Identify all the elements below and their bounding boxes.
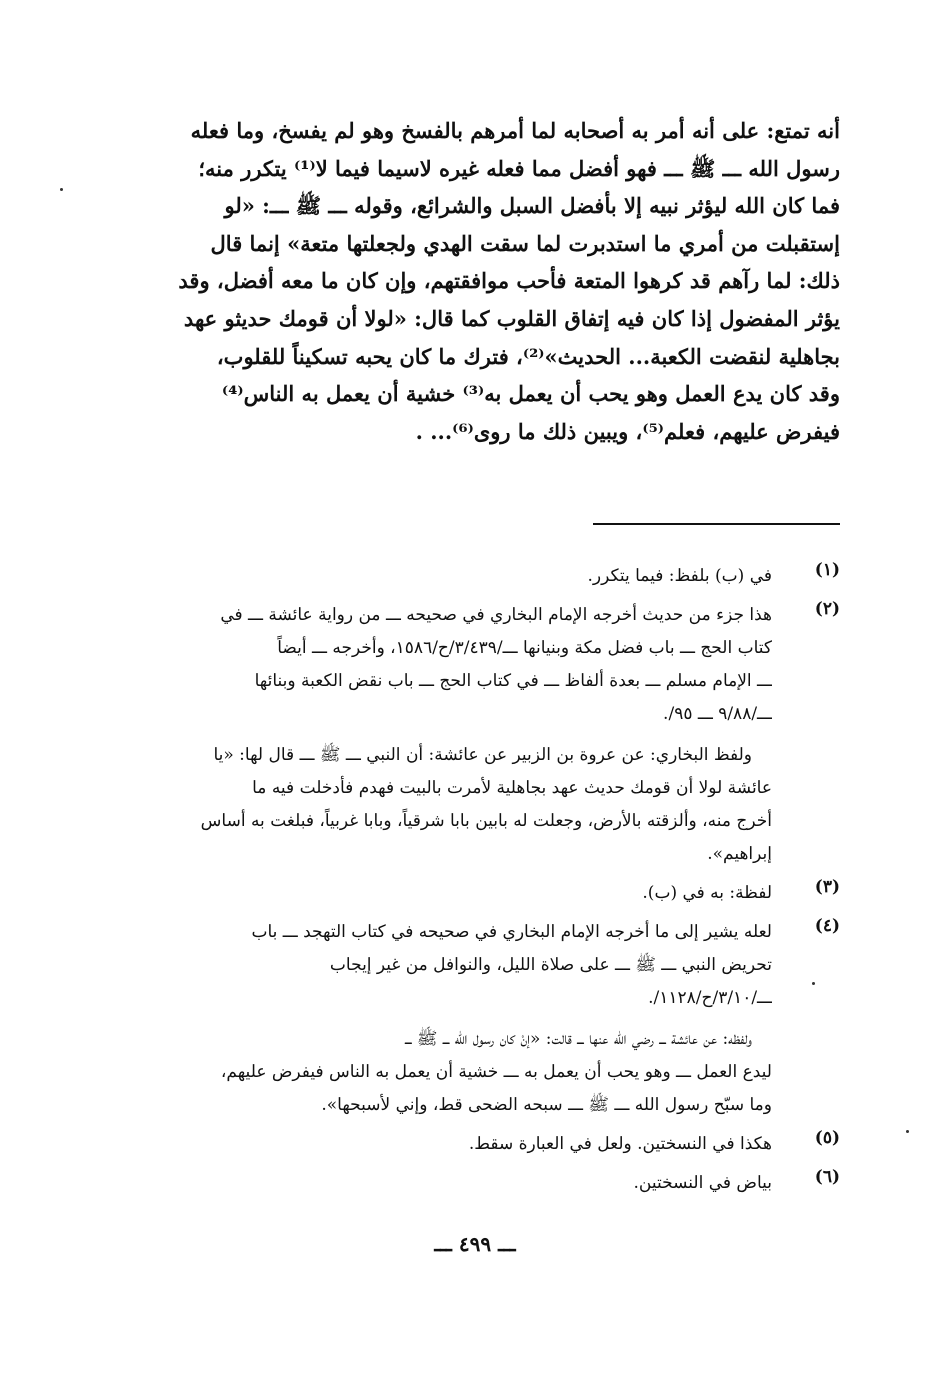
footnote-line: وما سبّح رسول الله ـــ ﷺ ـــ سبحه الضحى قط، وإني لأسبحها». xyxy=(321,1095,772,1115)
footnote-item xyxy=(160,1128,840,1161)
footnote-line: لعله يشير إلى ما أخرجه الإمام البخاري في صحيحه في كتاب التهجد ـــ باب xyxy=(251,922,772,942)
footnote-line: ـــ/٩/٨٨ ـــ ٩٥/. xyxy=(663,704,772,724)
footnote-body xyxy=(160,560,772,593)
footnote-line: هكذا في النسختين. ولعل في العبارة سقط. xyxy=(468,1134,772,1154)
footnote-line: لفظة: به في (ب). xyxy=(642,883,772,903)
footnote-line: عائشة لولا أن قومك حديث عهد بجاهلية لأمرت بالبيت فهدم فأدخلت فيه ما xyxy=(252,778,772,798)
main-text-line: فما كان الله ليؤثر نبيه إلا بأفضل السبل والشرائع، وقوله ـــ ﷺ ـــ: «لو xyxy=(224,193,840,219)
page-number: ـــ ٤٩٩ ـــ xyxy=(434,1232,516,1256)
footnote-paragraph xyxy=(160,877,772,910)
main-text-line: بجاهلية لنقضت الكعبة... الحديث»⁽²⁾، فترك ما كان يحبه تسكيناً للقلوب، xyxy=(216,343,840,369)
footnote-line: أخرج منه، وألزقته بالأرض، وجعلت له بابين بابا شرقياً، وبابا غربياً، فبلغت به أساس xyxy=(200,811,772,831)
footnote-body xyxy=(160,916,772,1122)
footnote-line: بياض في النسختين. xyxy=(633,1173,772,1193)
main-text-line: ذلك: لما رآهم قد كرهوا المتعة فأحب موافقتهم، وإن كان ما معه أفضل، وقد xyxy=(178,268,840,294)
main-text-line: يؤثر المفضول إذا كان فيه إتفاق القلوب كما قال: «لولا أن قومك حديثو عهد xyxy=(183,305,840,331)
footnote-body xyxy=(160,877,772,910)
footnote-item xyxy=(160,560,840,593)
footnote-line: في (ب) بلفظ: فيما يتكرر. xyxy=(587,566,772,586)
scan-speck xyxy=(812,982,815,985)
footnote-paragraph xyxy=(160,1128,772,1161)
footnote-number: (٤) xyxy=(814,916,840,936)
footnote-line: ـــ/٣/١٠/ح/١١٢٨/. xyxy=(648,988,772,1008)
footnote-paragraph xyxy=(160,739,772,871)
main-text-line: إستقبلت من أمري ما استدبرت لما سقت الهدي ولجعلتها متعة» إنما قال xyxy=(210,230,840,256)
footnote-line: هذا جزء من حديث أخرجه الإمام البخاري في صحيحه ـــ من رواية عائشة ـــ في xyxy=(220,605,772,625)
main-text-line: رسول الله ـــ ﷺ ـــ فهو أفضل مما فعله غيره لاسيما فيما لا⁽¹⁾ يتكرر منه؛ xyxy=(198,155,840,181)
main-text-line: فيفرض عليهم، فعلم⁽⁵⁾، ويبين ذلك ما روى⁽⁶⁾... . xyxy=(415,418,840,444)
footnote-paragraph xyxy=(160,1167,772,1200)
footnote-line: تحريض النبي ـــ ﷺ ـــ على صلاة الليل، والنوافل من غير إيجاب xyxy=(329,955,772,975)
footnote-line: ليدع العمل ـــ وهو يحب أن يعمل به ـــ خشية أن يعمل به الناس فيفرض عليهم، xyxy=(220,1062,772,1082)
footnote-number: (١) xyxy=(814,560,840,580)
footnote-paragraph xyxy=(160,1023,772,1122)
footnote-paragraph xyxy=(160,916,772,1015)
main-text-line: أنه تمتع: على أنه أمر به أصحابه لما أمرهم بالفسخ وهو لم يفسخ، وما فعله xyxy=(190,118,840,143)
footnotes-section xyxy=(160,560,840,1200)
footnote-item xyxy=(160,877,840,910)
main-text-block xyxy=(160,112,840,450)
footnote-line: كتاب الحج ـــ باب فضل مكة وبنيانها ـــ/٣/٤٣٩/ح/١٥٨٦، وأخرجه ـــ أيضاً xyxy=(277,638,772,658)
scan-speck xyxy=(906,1130,909,1133)
footnote-paragraph xyxy=(160,560,772,593)
footnote-line: ولفظه: عن عائشة ـــ رضي الله عنها ـــ قالت: «إنْ كان رسول الله ـــ ﷺ ـــ xyxy=(405,1029,752,1049)
footnote-line: إبراهيم». xyxy=(707,844,772,864)
scan-speck xyxy=(60,188,63,191)
footnote-item xyxy=(160,599,840,871)
footnote-item xyxy=(160,1167,840,1200)
footnote-line: ولفظ البخاري: عن عروة بن الزبير عن عائشة: أن النبي ـــ ﷺ ـــ قال لها: «يا xyxy=(213,745,752,765)
footnote-body xyxy=(160,1128,772,1161)
footnote-number: (٢) xyxy=(814,599,840,619)
footnote-body xyxy=(160,599,772,871)
main-text-line: وقد كان يدع العمل وهو يحب أن يعمل به⁽³⁾ خشية أن يعمل به الناس⁽⁴⁾ xyxy=(221,381,840,407)
footnote-number: (٦) xyxy=(814,1167,840,1187)
footnote-item xyxy=(160,916,840,1122)
footnote-separator xyxy=(593,523,840,525)
footnote-line: ـــ الإمام مسلم ـــ بعدة ألفاظ ـــ في كتاب الحج ـــ باب نقض الكعبة وبنائها xyxy=(254,671,772,691)
footnote-number: (٥) xyxy=(814,1128,840,1148)
footnote-paragraph xyxy=(160,599,772,731)
footnote-number: (٣) xyxy=(814,877,840,897)
footnote-body xyxy=(160,1167,772,1200)
